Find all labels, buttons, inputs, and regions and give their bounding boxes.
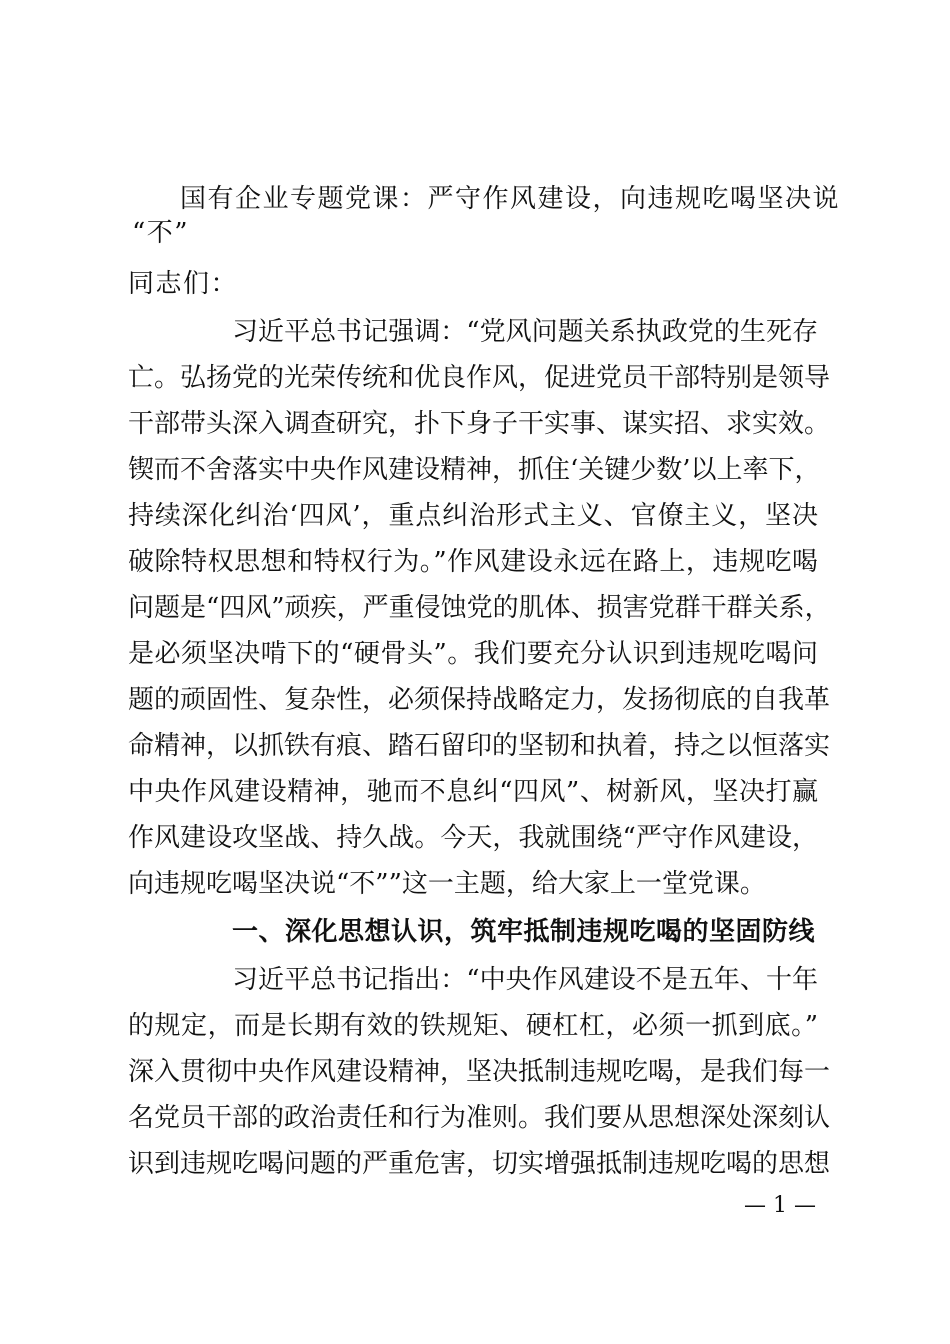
paragraph-1-line: 锲而不舍落实中央作风建设精神，抓住‘关键少数’以上率下， (128, 455, 821, 485)
document-title-line-2: “不” (132, 218, 190, 248)
paragraph-2-line: 名党员干部的政治责任和行为准则。我们要从思想深处深刻认 (128, 1103, 831, 1133)
paragraph-2-line: 深入贯彻中央作风建设精神，坚决抵制违规吃喝，是我们每一 (128, 1057, 831, 1087)
paragraph-1-line: 问题是“四风”顽疾，严重侵蚀党的肌体、损害党群干群关系， (128, 593, 831, 623)
paragraph-1-line: 中央作风建设精神，驰而不息纠“四风”、树新风，坚决打赢 (128, 777, 818, 807)
paragraph-1-line: 干部带头深入调查研究，扑下身子干实事、谋实招、求实效。 (128, 409, 831, 439)
paragraph-1-line: 命精神，以抓铁有痕、踏石留印的坚韧和执着，持之以恒落实 (128, 731, 831, 761)
paragraph-1-line: 题的顽固性、复杂性，必须保持战略定力，发扬彻底的自我革 (128, 685, 831, 715)
salutation: 同志们： (128, 269, 239, 299)
paragraph-1-line: 亡。弘扬党的光荣传统和优良作风，促进党员干部特别是领导 (128, 363, 831, 393)
paragraph-2-line: 习近平总书记指出：“中央作风建设不是五年、十年 (232, 965, 818, 995)
paragraph-2-line: 识到违规吃喝问题的严重危害，切实增强抵制违规吃喝的思想 (128, 1149, 831, 1179)
paragraph-1-line: 作风建设攻坚战、持久战。今天，我就围绕“严守作风建设， (128, 823, 818, 853)
paragraph-1-line: 向违规吃喝坚决说“不””这一主题，给大家上一堂党课。 (128, 869, 766, 899)
paragraph-1-line: 习近平总书记强调：“党风问题关系执政党的生死存 (232, 317, 818, 347)
paragraph-2-line: 的规定，而是长期有效的铁规矩、硬杠杠，必须一抓到底。” (128, 1011, 818, 1041)
document-title-line-1: 国有企业专题党课：严守作风建设，向违规吃喝坚决说 (180, 184, 841, 214)
section-heading-1: 一、深化思想认识，筑牢抵制违规吃喝的坚固防线 (232, 917, 816, 947)
paragraph-1-line: 破除特权思想和特权行为。”作风建设永远在路上，违规吃喝 (128, 547, 818, 577)
paragraph-1-line: 是必须坚决啃下的“硬骨头”。我们要充分认识到违规吃喝问 (128, 639, 818, 669)
paragraph-1-line: 持续深化纠治‘四风’，重点纠治形式主义、官僚主义，坚决 (128, 501, 818, 531)
page-number: — 1 — (744, 1193, 816, 1218)
